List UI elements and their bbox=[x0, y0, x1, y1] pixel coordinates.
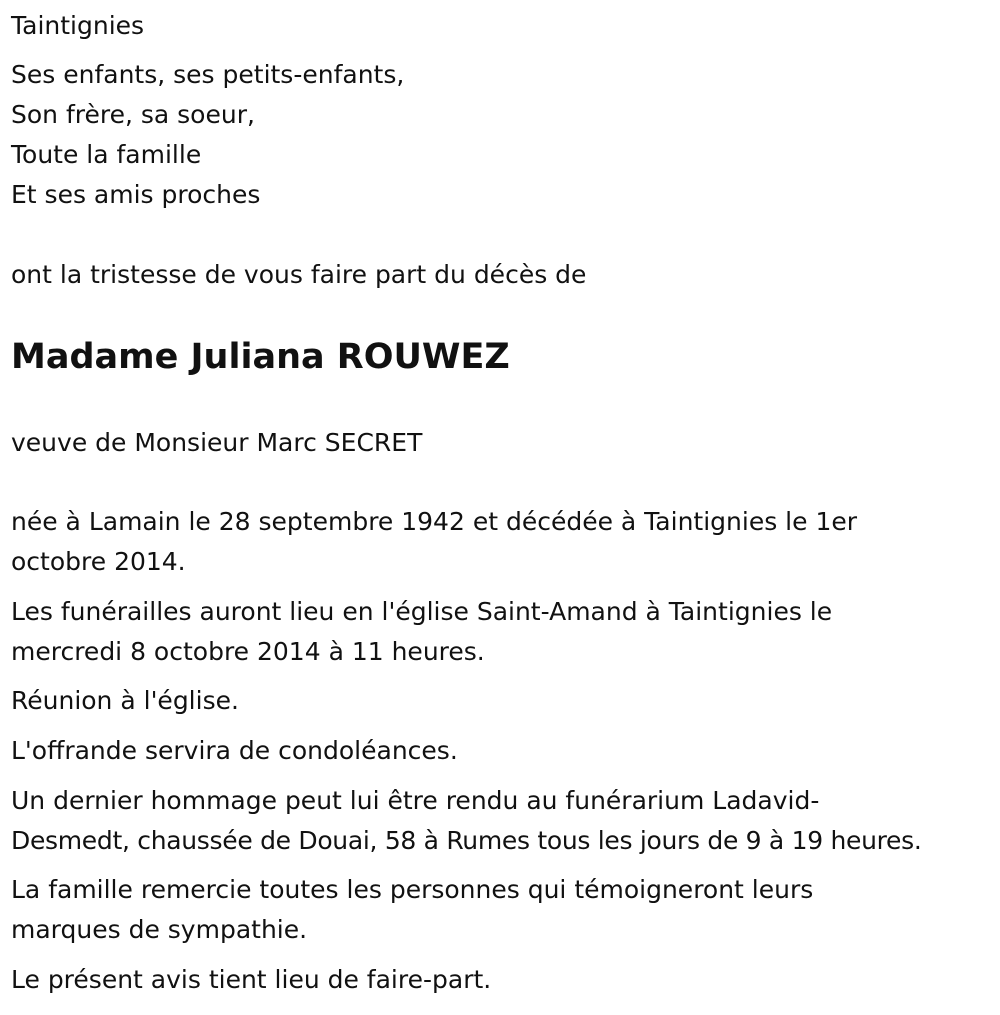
announcement: ont la tristesse de vous faire part du décès de bbox=[11, 260, 587, 289]
birth-death-line-1: née à Lamain le 28 septembre 1942 et décédée à Taintignies le 1er bbox=[11, 507, 858, 536]
offering: L'offrande servira de condoléances. bbox=[11, 736, 458, 765]
tribute-line-2: Desmedt, chaussée de Douai, 58 à Rumes tous les jours de 9 à 19 heures. bbox=[11, 826, 922, 855]
birth-death-line-2: octobre 2014. bbox=[11, 547, 186, 576]
family-line-4: Et ses amis proches bbox=[11, 180, 261, 209]
family-line-2: Son frère, sa soeur, bbox=[11, 100, 255, 129]
family-line-1: Ses enfants, ses petits-enfants, bbox=[11, 60, 405, 89]
thanks-line-2: marques de sympathie. bbox=[11, 915, 308, 944]
tribute-line-1: Un dernier hommage peut lui être rendu au funérarium Ladavid- bbox=[11, 786, 820, 815]
funeral-line-2: mercredi 8 octobre 2014 à 11 heures. bbox=[11, 637, 485, 666]
location: Taintignies bbox=[11, 11, 145, 40]
deceased-name: Madame Juliana ROUWEZ bbox=[11, 337, 510, 377]
family-line-3: Toute la famille bbox=[11, 140, 202, 169]
closing: Le présent avis tient lieu de faire-part. bbox=[11, 965, 492, 994]
funeral-line-1: Les funérailles auront lieu en l'église Saint-Amand à Taintignies le bbox=[11, 597, 833, 626]
meeting: Réunion à l'église. bbox=[11, 686, 239, 715]
widow-of: veuve de Monsieur Marc SECRET bbox=[11, 428, 423, 457]
thanks-line-1: La famille remercie toutes les personnes qui témoigneront leurs bbox=[11, 875, 814, 904]
